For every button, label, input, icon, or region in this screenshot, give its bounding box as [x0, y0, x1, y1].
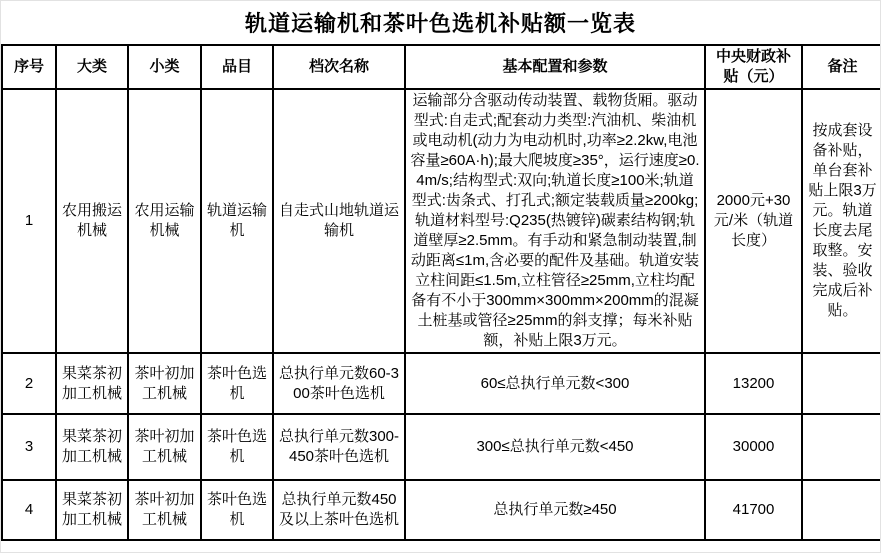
table-row [2, 353, 881, 414]
cell-seq: 3 [2, 414, 56, 480]
cell-grade-name: 自走式山地轨道运输机 [273, 89, 405, 353]
cell-item: 轨道运输机 [201, 89, 273, 353]
cell-major-category: 果菜茶初加工机械 [56, 480, 128, 540]
column-header-subsidy: 中央财政补贴（元） [705, 45, 802, 89]
column-header-remark: 备注 [802, 45, 881, 89]
cell-grade-name: 总执行单元数300-450茶叶色选机 [273, 414, 405, 480]
cell-major-category: 果菜茶初加工机械 [56, 414, 128, 480]
cell-subsidy: 41700 [705, 480, 802, 540]
cell-seq: 2 [2, 353, 56, 414]
cell-remark: 按成套设备补贴，单台套补贴上限3万元。轨道长度去尾取整。安装、验收完成后补贴。 [802, 89, 881, 353]
cell-remark [802, 414, 881, 480]
table-row [2, 414, 881, 480]
table-row [2, 89, 881, 353]
cell-major-category: 果菜茶初加工机械 [56, 353, 128, 414]
cell-remark [802, 353, 881, 414]
cell-config: 300≤总执行单元数<450 [405, 414, 705, 480]
cell-item: 茶叶色选机 [201, 414, 273, 480]
cell-subsidy: 30000 [705, 414, 802, 480]
table-row [2, 480, 881, 540]
cell-major-category: 农用搬运机械 [56, 89, 128, 353]
cell-config: 总执行单元数≥450 [405, 480, 705, 540]
column-header-seq: 序号 [2, 45, 56, 89]
cell-grade-name: 总执行单元数450及以上茶叶色选机 [273, 480, 405, 540]
cell-config: 60≤总执行单元数<300 [405, 353, 705, 414]
cell-grade-name: 总执行单元数60-300茶叶色选机 [273, 353, 405, 414]
cell-seq: 4 [2, 480, 56, 540]
cell-item: 茶叶色选机 [201, 480, 273, 540]
page-title: 轨道运输机和茶叶色选机补贴额一览表 [244, 11, 636, 36]
cell-config: 运输部分含驱动传动装置、载物货厢。驱动型式:自走式;配套动力类型:汽油机、柴油机或电动机(动力为电动机时,功率≥2.2kw,电池容量≥60A·h);最大爬坡度≥35°，运行速度≥0.4m/s;结构型式:双向;轨道长度≥100米;轨道型式:齿条式、打孔式;额定装载质量≥200kg;轨道材料型号:Q235(热镀锌)碳素结构钢;轨道壁厚≥2.5mm。有手动和紧急制动装置,制动距离≤1m,含必要的配件及基础。轨道安装立柱间距≤1.5m,立柱管径≥25mm,立柱均配备有不小于300mm×300mm×200mm的混凝土桩基或管径≥25mm的斜支撑；每米补贴额，补贴上限3万元。 [405, 89, 705, 353]
cell-minor-category: 茶叶初加工机械 [128, 480, 201, 540]
cell-subsidy: 13200 [705, 353, 802, 414]
column-header-major: 大类 [56, 45, 128, 89]
cell-minor-category: 茶叶初加工机械 [128, 414, 201, 480]
cell-minor-category: 茶叶初加工机械 [128, 353, 201, 414]
subsidy-table [1, 44, 881, 541]
cell-seq: 1 [2, 89, 56, 353]
cell-remark [802, 480, 881, 540]
column-header-item: 品目 [201, 45, 273, 89]
column-header-grade: 档次名称 [273, 45, 405, 89]
cell-subsidy: 2000元+30元/米（轨道长度） [705, 89, 802, 353]
cell-item: 茶叶色选机 [201, 353, 273, 414]
column-header-minor: 小类 [128, 45, 201, 89]
column-header-config: 基本配置和参数 [405, 45, 705, 89]
cell-minor-category: 农用运输机械 [128, 89, 201, 353]
table-header-row [2, 45, 881, 89]
